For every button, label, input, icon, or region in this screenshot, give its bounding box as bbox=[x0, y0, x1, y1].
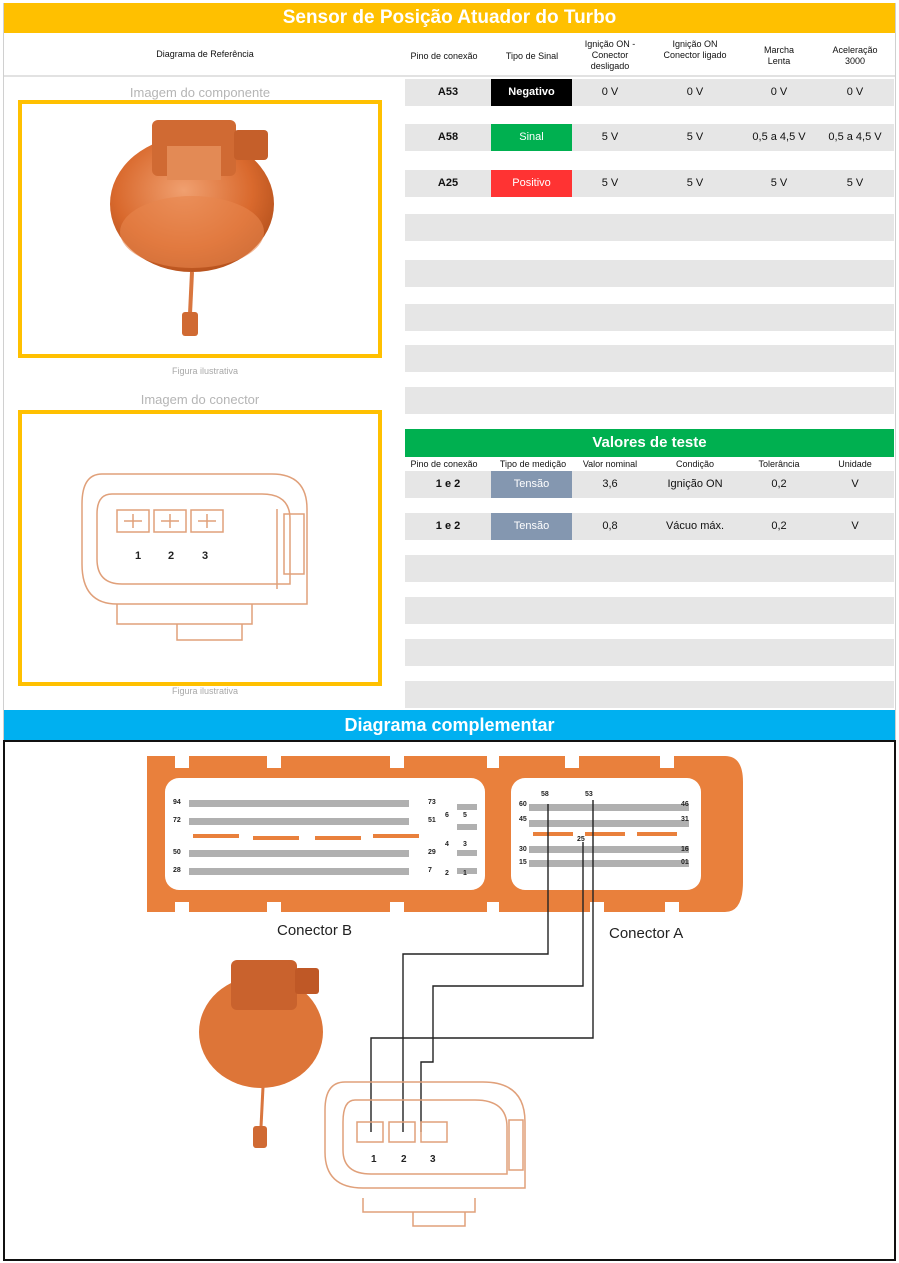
connector-a-pin-number: 15 bbox=[519, 859, 527, 866]
nominal-value: 0,8 bbox=[602, 520, 618, 532]
unit-value: V bbox=[851, 520, 859, 532]
signal-type-badge: Sinal bbox=[491, 124, 572, 151]
header-divider bbox=[4, 75, 895, 77]
connector-a-pin-number: 30 bbox=[519, 846, 527, 853]
connector-b-pin-number: 1 bbox=[463, 870, 467, 877]
complementary-diagram-title: Diagrama complementar bbox=[4, 710, 895, 740]
connector-b-pin-number: 7 bbox=[428, 867, 432, 874]
header-ign-on-connected: Ignição ON Conector ligado bbox=[663, 39, 727, 60]
header-idle: Marcha Lenta bbox=[763, 45, 794, 66]
header-ign-on-disconnected: Ignição ON - Conector desligado bbox=[584, 39, 636, 71]
test-pin-cell: 1 e 2 bbox=[435, 478, 461, 490]
connector-b-pin-number: 6 bbox=[445, 812, 449, 819]
connector-a-pin-number: 45 bbox=[519, 816, 527, 823]
idle-value: 0,5 a 4,5 V bbox=[752, 131, 806, 143]
condition-value: Vácuo máx. bbox=[665, 520, 725, 532]
connector-a-pin-number: 58 bbox=[541, 791, 549, 798]
nominal-value: 3,6 bbox=[602, 478, 618, 490]
page-title: Sensor de Posição Atuador do Turbo bbox=[4, 3, 895, 33]
connector-a-pin-number: 31 bbox=[681, 816, 689, 823]
connector-b-pin-number: 51 bbox=[428, 817, 436, 824]
unit-value: V bbox=[851, 478, 859, 490]
ecu-wiring-diagram bbox=[5, 742, 894, 1259]
header-accel-3000: Aceleração 3000 bbox=[832, 45, 878, 66]
empty-row bbox=[405, 681, 894, 708]
tolerance-value: 0,2 bbox=[771, 520, 787, 532]
ign-on-connected-value: 5 V bbox=[686, 177, 704, 189]
connector-pin-3-label: 3 bbox=[202, 550, 209, 562]
connector-a-pin-number: 16 bbox=[681, 846, 689, 853]
accel-3000-value: 0,5 a 4,5 V bbox=[828, 131, 882, 143]
test-header-tolerance: Tolerância bbox=[758, 459, 800, 469]
connector-b-pin-number: 28 bbox=[173, 867, 181, 874]
connector-b-pin-number: 73 bbox=[428, 799, 436, 806]
connector-b-pin-number: 29 bbox=[428, 849, 436, 856]
connector-a-pin-number: 53 bbox=[585, 791, 593, 798]
pin-cell: A25 bbox=[437, 177, 459, 189]
connector-a-pin-number: 25 bbox=[577, 836, 585, 843]
connector-b-pin-number: 5 bbox=[463, 812, 467, 819]
connector-b-pin-number: 50 bbox=[173, 849, 181, 856]
turbo-actuator-sensor-image bbox=[22, 104, 378, 354]
empty-row bbox=[405, 345, 894, 372]
header-signal-type: Tipo de Sinal bbox=[505, 51, 559, 61]
sensor-pin-number: 2 bbox=[401, 1154, 407, 1165]
header-pin: Pino de conexão bbox=[410, 51, 478, 61]
empty-row bbox=[405, 304, 894, 331]
empty-row bbox=[405, 214, 894, 241]
sensor-pin-number: 3 bbox=[430, 1154, 436, 1165]
ign-on-disconnected-value: 5 V bbox=[601, 131, 619, 143]
ign-on-connected-value: 0 V bbox=[686, 86, 704, 98]
connector-b-pin-number: 2 bbox=[445, 870, 449, 877]
accel-3000-value: 5 V bbox=[846, 177, 864, 189]
connector-image-label: Imagem do conector bbox=[140, 392, 260, 407]
connector-b-pin-number: 4 bbox=[445, 841, 449, 848]
component-image-frame bbox=[18, 100, 382, 358]
connector-figure-caption: Figura ilustrativa bbox=[171, 686, 239, 696]
empty-row bbox=[405, 639, 894, 666]
tolerance-value: 0,2 bbox=[771, 478, 787, 490]
empty-row bbox=[405, 597, 894, 624]
signal-type-badge: Positivo bbox=[491, 170, 572, 197]
connector-a-label: Conector A bbox=[609, 925, 684, 942]
pin-cell: A58 bbox=[437, 131, 459, 143]
connector-b-pin-number: 94 bbox=[173, 799, 181, 806]
connector-b-pin-number: 72 bbox=[173, 817, 181, 824]
connector-pin-2-label: 2 bbox=[168, 550, 175, 562]
test-values-title: Valores de teste bbox=[405, 429, 894, 457]
measure-type-badge: Tensão bbox=[491, 513, 572, 540]
connector-image-frame bbox=[18, 410, 382, 686]
test-header-pin: Pino de conexão bbox=[410, 459, 478, 469]
ign-on-disconnected-value: 5 V bbox=[601, 177, 619, 189]
empty-row bbox=[405, 555, 894, 582]
ign-on-connected-value: 5 V bbox=[686, 131, 704, 143]
header-reference-diagram: Diagrama de Referência bbox=[156, 49, 254, 59]
test-header-nominal: Valor nominal bbox=[582, 459, 638, 469]
test-header-condition: Condição bbox=[675, 459, 715, 469]
empty-row bbox=[405, 260, 894, 287]
pin-cell: A53 bbox=[437, 86, 459, 98]
idle-value: 5 V bbox=[770, 177, 788, 189]
empty-row bbox=[405, 387, 894, 414]
condition-value: Ignição ON bbox=[667, 478, 723, 490]
sensor-pin-number: 1 bbox=[371, 1154, 377, 1165]
connector-a-pin-number: 46 bbox=[681, 801, 689, 808]
connector-pin-1-label: 1 bbox=[135, 550, 142, 562]
idle-value: 0 V bbox=[770, 86, 788, 98]
accel-3000-value: 0 V bbox=[846, 86, 864, 98]
connector-a-pin-number: 01 bbox=[681, 859, 689, 866]
test-header-unit: Unidade bbox=[838, 459, 872, 469]
complementary-diagram bbox=[3, 740, 896, 1261]
component-figure-caption: Figura ilustrativa bbox=[171, 366, 239, 376]
test-header-measure: Tipo de medição bbox=[499, 459, 567, 469]
test-pin-cell: 1 e 2 bbox=[435, 520, 461, 532]
connector-b-pin-number: 3 bbox=[463, 841, 467, 848]
component-image-label: Imagem do componente bbox=[129, 85, 271, 100]
ign-on-disconnected-value: 0 V bbox=[601, 86, 619, 98]
connector-a-pin-number: 60 bbox=[519, 801, 527, 808]
measure-type-badge: Tensão bbox=[491, 471, 572, 498]
connector-b-label: Conector B bbox=[277, 922, 353, 939]
signal-type-badge: Negativo bbox=[491, 79, 572, 106]
connector-drawing bbox=[22, 414, 378, 682]
